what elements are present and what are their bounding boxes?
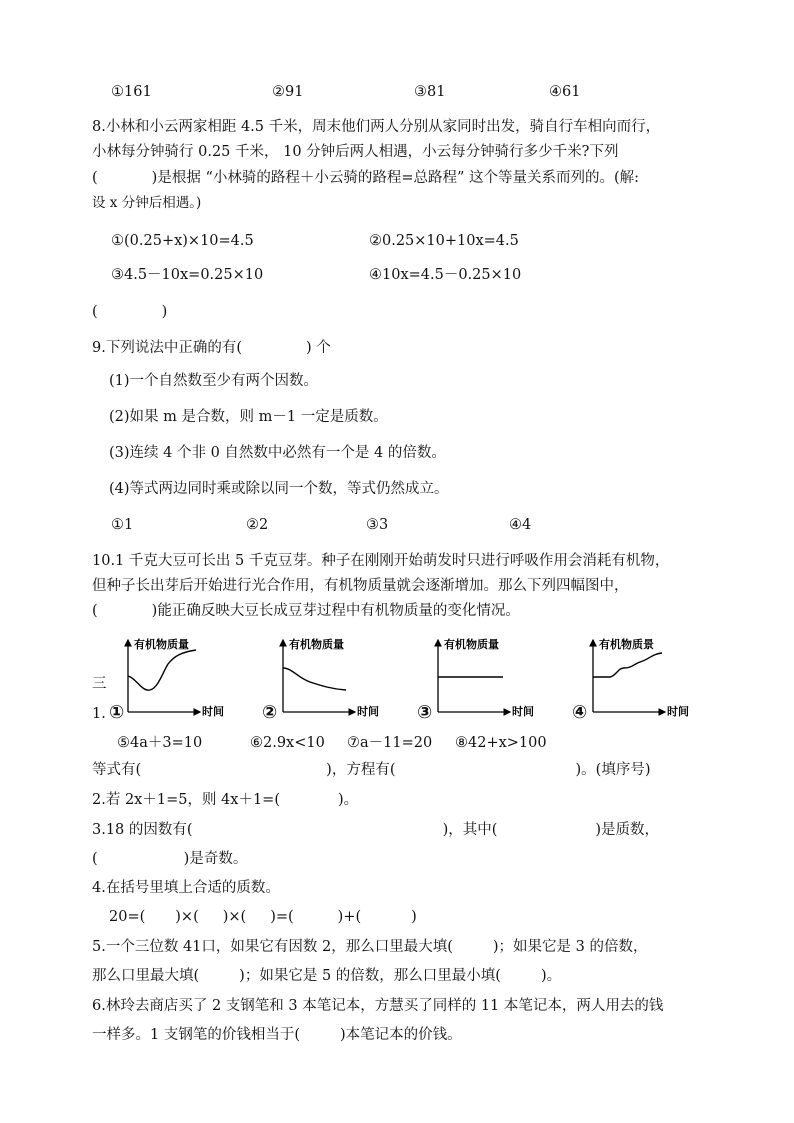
q9-statement-1: (1)一个自然数至少有两个因数。	[109, 373, 319, 389]
s3-q3-line-1: 3.18 的因数有( )，其中( )是质数，	[92, 822, 660, 838]
graph-4-ylabel: 有机物质景	[599, 638, 654, 651]
q7-option-4: ④61	[549, 84, 581, 100]
graph-4-xlabel: 时间	[667, 705, 689, 718]
graph-label-1: ①	[109, 702, 125, 723]
section-3-heading: 三	[92, 676, 107, 692]
s3-q1-item-5: ⑤4a＋3=10	[117, 735, 203, 751]
q8-line-4: 设 x 分钟后相遇。)	[92, 195, 202, 211]
q9-option-1: ①1	[111, 517, 134, 533]
graph-label-4: ④	[572, 702, 588, 723]
graph-2[interactable]	[283, 637, 379, 718]
q9-statement-2: (2)如果 m 是合数，则 m－1 一定是质数。	[109, 409, 388, 425]
s3-q1-item-6: ⑥2.9x<10	[250, 735, 325, 751]
q10-line-2: 但种子长出芽后开始进行光合作用，有机物质量就会逐渐增加。那么下列四幅图中，	[92, 578, 629, 594]
q9-statement-4: (4)等式两边同时乘或除以同一个数，等式仍然成立。	[109, 481, 449, 497]
graph-3-xlabel: 时间	[512, 705, 534, 718]
q8-blank-open: (	[92, 170, 98, 186]
graph-3-ylabel: 有机物质量	[444, 638, 499, 651]
q8-line-2: 小林每分钟骑行 0.25 千米， 10 分钟后两人相遇，小云每分钟骑行多少千米?下列	[92, 144, 619, 160]
s3-q1-answer-line: 等式有( )，方程有( )。(填序号)	[92, 762, 651, 778]
q10-line-1: 10.1 千克大豆可长出 5 千克豆芽。种子在刚刚开始萌发时只进行呼吸作用会消耗有机物，	[92, 553, 670, 569]
s3-q6-line-2: 一样多。1 支钢笔的价钱相当于( )本笔记本的价钱。	[92, 1027, 462, 1043]
q9-stem: 9.下列说法中正确的有( ) 个	[92, 340, 331, 356]
graph-2-xlabel: 时间	[357, 705, 379, 718]
s3-q1-item-7: ⑦a－11=20	[347, 735, 433, 751]
s3-q4-equation: 20=( )×( )×( )=( )+( )	[109, 909, 417, 925]
q8-line-3: ( )是根据 “小林骑的路程＋小云骑的路程=总路程” 这个等量关系而列的。(解:	[92, 170, 640, 186]
q9-option-3: ③3	[366, 517, 389, 533]
q7-option-2: ②91	[272, 84, 304, 100]
s3-q6-line-1: 6.林玲去商店买了 2 支钢笔和 3 本笔记本，方慧买了同样的 11 本笔记本，两人用去的钱	[92, 998, 664, 1014]
q7-option-1: ①161	[111, 84, 152, 100]
q9-option-2: ②2	[246, 517, 269, 533]
graph-3[interactable]	[438, 637, 534, 718]
s3-q5-line-1: 5.一个三位数 41口，如果它有因数 2，那么口里最大填( )；如果它是 3 的倍数，	[92, 939, 648, 955]
q9-option-4: ④4	[509, 517, 532, 533]
graph-label-3: ③	[417, 702, 433, 723]
s3-q4: 4.在括号里填上合适的质数。	[92, 880, 280, 896]
q8-option-3: ③4.5－10x=0.25×10	[111, 267, 264, 283]
s3-q3-line-2: ( )是奇数。	[92, 851, 248, 867]
graph-1-xlabel: 时间	[202, 705, 224, 718]
q8-option-2: ②0.25×10+10x=4.5	[369, 233, 519, 249]
q8-line-1: 8.小林和小云两家相距 4.5 千米，周末他们两人分别从家同时出发，骑自行车相向而行，	[92, 119, 661, 135]
s3-q1-number: 1.	[92, 706, 106, 722]
graph-4[interactable]	[593, 637, 689, 718]
q9-statement-3: (3)连续 4 个非 0 自然数中必然有一个是 4 的倍数。	[109, 445, 446, 461]
graph-label-2: ②	[262, 702, 278, 723]
q7-option-3: ③81	[414, 84, 446, 100]
s3-q1-item-8: ⑧42+x>100	[455, 735, 547, 751]
q8-option-4: ④10x=4.5－0.25×10	[369, 267, 522, 283]
q8-option-1: ①(0.25+x)×10=4.5	[111, 233, 254, 249]
graph-1[interactable]	[128, 637, 224, 718]
s3-q2: 2.若 2x＋1=5，则 4x＋1=( )。	[92, 792, 359, 808]
s3-q5-line-2: 那么口里最大填( )；如果它是 5 的倍数，那么口里最小填( )。	[92, 968, 562, 984]
q8-answer-line[interactable]: ( )	[92, 304, 168, 320]
graph-2-ylabel: 有机物质量	[289, 638, 344, 651]
graph-1-ylabel: 有机物质量	[134, 638, 189, 651]
q10-line-3: ( )能正确反映大豆长成豆芽过程中有机物质量的变化情况。	[92, 603, 520, 619]
